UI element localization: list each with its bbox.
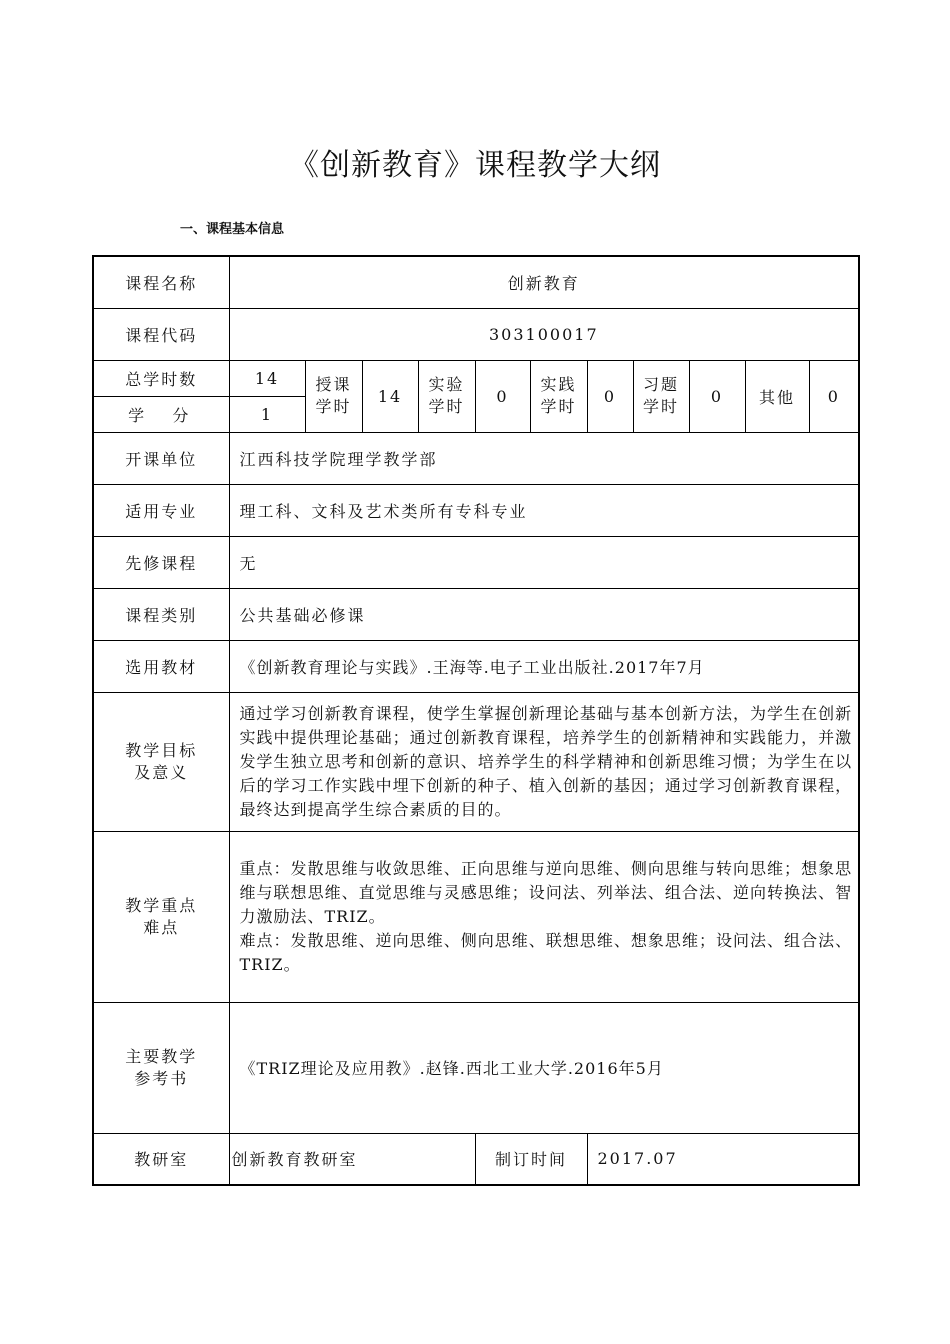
office-value: 创新教育教研室 (229, 1133, 475, 1185)
total-hours-label: 总学时数 (93, 360, 229, 396)
section-heading: 一、课程基本信息 (180, 222, 285, 237)
references-label (93, 1002, 229, 1133)
lecture-hours-label (305, 360, 362, 432)
references-label-line2: 参考书 (134, 1068, 189, 1088)
revise-date-label: 制订时间 (475, 1133, 587, 1185)
major-label: 适用专业 (93, 484, 229, 536)
row-prerequisite (93, 536, 859, 588)
practice-hours-value: 0 (587, 360, 633, 432)
category-value: 公共基础必修课 (229, 588, 859, 640)
teaching-goals-text: 通过学习创新教育课程，使学生掌握创新理论基础与基本创新方法，为学生在创新实践中提供理论基础；通过创新教育课程，培养学生的创新精神和实践能力，并激发学生独立思考和创新的意识、培养学生的科学精神和创新思维习惯；为学生在以后的学习工作实践中埋下创新的种子、植入创新的基因；通过学习创新教育课程，最终达到提高学生综合素质的目的。 (229, 692, 859, 831)
teaching-goals-label (93, 692, 229, 831)
references-label-line1: 主要教学 (125, 1046, 198, 1066)
practice-hours-label (530, 360, 587, 432)
teaching-goals-label-line2: 及意义 (134, 762, 189, 782)
row-teaching-goals (93, 692, 859, 831)
key-points-text: 重点：发散思维与收敛思维、正向思维与逆向思维、侧向思维与转向思维；想象思维与联想思维、直觉思维与灵感思维；设问法、列举法、组合法、逆向转换法、智力激励法、TRIZ。 (239, 858, 853, 926)
teaching-goals-label-line1: 教学目标 (125, 740, 198, 760)
credit-value: 1 (229, 396, 305, 432)
key-points-label (93, 831, 229, 1002)
key-points-cell (229, 831, 859, 1002)
lab-hours-label-line1: 实验 (428, 375, 465, 394)
lab-hours-value: 0 (475, 360, 530, 432)
page-title: 《创新教育》课程教学大纲 (289, 148, 661, 183)
office-label: 教研室 (93, 1133, 229, 1185)
key-points-label-line1: 教学重点 (125, 895, 198, 915)
exercise-hours-label (633, 360, 689, 432)
row-total-hours (93, 360, 859, 396)
row-category (93, 588, 859, 640)
lecture-hours-label-line1: 授课 (315, 375, 352, 394)
revise-date-value: 2017.07 (587, 1133, 859, 1185)
exercise-hours-label-line2: 学时 (642, 397, 679, 416)
textbook-label: 选用教材 (93, 640, 229, 692)
prerequisite-value: 无 (229, 536, 859, 588)
credit-label: 学 分 (93, 396, 229, 432)
category-label: 课程类别 (93, 588, 229, 640)
lecture-hours-value: 14 (362, 360, 418, 432)
row-textbook (93, 640, 859, 692)
lecture-hours-label-line2: 学时 (315, 397, 352, 416)
row-course-code (93, 308, 859, 360)
course-name-label: 课程名称 (93, 256, 229, 308)
lab-hours-label-line2: 学时 (428, 397, 465, 416)
prerequisite-label: 先修课程 (93, 536, 229, 588)
practice-hours-label-line1: 实践 (540, 375, 577, 394)
major-value: 理工科、文科及艺术类所有专科专业 (229, 484, 859, 536)
row-major (93, 484, 859, 536)
textbook-value: 《创新教育理论与实践》.王海等.电子工业出版社.2017年7月 (229, 640, 859, 692)
lab-hours-label (418, 360, 475, 432)
difficulty-text: 难点：发散思维、逆向思维、侧向思维、联想思维、想象思维；设问法、组合法、TRIZ。 (239, 930, 853, 974)
course-info-table (92, 255, 860, 1186)
course-code-label: 课程代码 (93, 308, 229, 360)
department-value: 江西科技学院理学教学部 (229, 432, 859, 484)
total-hours-value: 14 (229, 360, 305, 396)
department-label: 开课单位 (93, 432, 229, 484)
row-course-name (93, 256, 859, 308)
exercise-hours-value: 0 (689, 360, 745, 432)
references-value: 《TRIZ理论及应用教》.赵锋.西北工业大学.2016年5月 (229, 1002, 859, 1133)
row-department (93, 432, 859, 484)
exercise-hours-label-line1: 习题 (642, 375, 679, 394)
row-office (93, 1133, 859, 1185)
course-code-value: 303100017 (229, 308, 859, 360)
row-key-points (93, 831, 859, 1002)
course-name-value: 创新教育 (229, 256, 859, 308)
row-references (93, 1002, 859, 1133)
key-points-label-line2: 难点 (143, 917, 180, 937)
practice-hours-label-line2: 学时 (540, 397, 577, 416)
other-hours-value: 0 (809, 360, 859, 432)
other-hours-label: 其他 (745, 360, 809, 432)
